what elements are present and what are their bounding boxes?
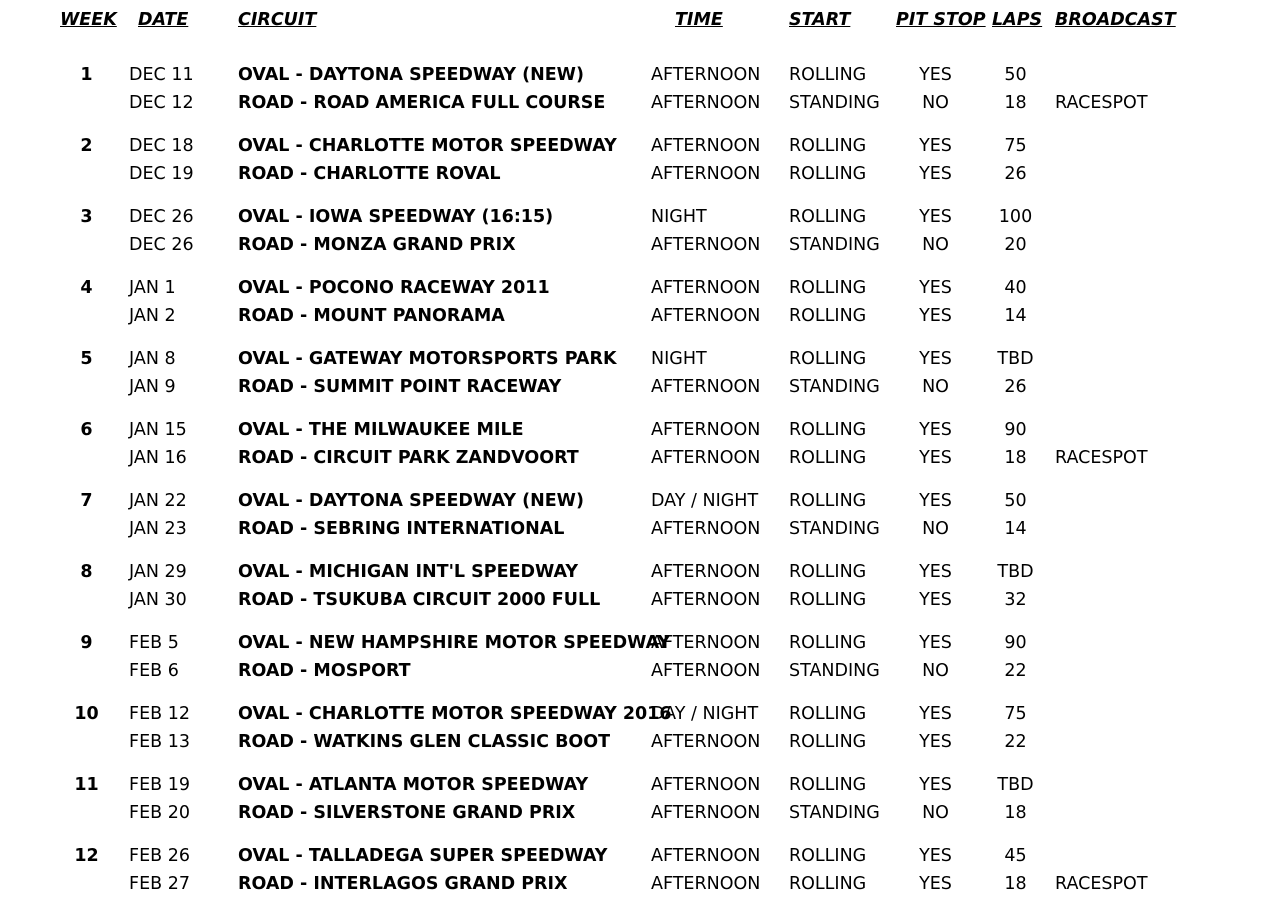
- time-cell: AFTERNOON: [651, 420, 761, 440]
- pit-stop-cell: NO: [922, 93, 949, 113]
- date-cell: JAN 30: [129, 590, 187, 610]
- pit-stop-cell: YES: [919, 278, 952, 298]
- pit-stop-cell: YES: [919, 633, 952, 653]
- week-number: 5: [80, 349, 93, 369]
- circuit-cell: ROAD - CIRCUIT PARK ZANDVOORT: [238, 448, 579, 468]
- circuit-cell: ROAD - TSUKUBA CIRCUIT 2000 FULL: [238, 590, 601, 610]
- laps-cell: TBD: [997, 775, 1034, 795]
- week-number: 10: [74, 704, 99, 724]
- laps-cell: 32: [1004, 590, 1027, 610]
- time-cell: AFTERNOON: [651, 377, 761, 397]
- start-cell: ROLLING: [789, 491, 867, 511]
- time-cell: AFTERNOON: [651, 732, 761, 752]
- circuit-cell: OVAL - NEW HAMPSHIRE MOTOR SPEEDWAY: [238, 633, 671, 653]
- date-cell: JAN 2: [129, 306, 176, 326]
- pit-stop-cell: NO: [922, 519, 949, 539]
- time-cell: NIGHT: [651, 349, 707, 369]
- start-cell: STANDING: [789, 377, 880, 397]
- laps-cell: TBD: [997, 349, 1034, 369]
- start-cell: ROLLING: [789, 278, 867, 298]
- laps-cell: 26: [1004, 164, 1027, 184]
- laps-cell: 18: [1004, 448, 1027, 468]
- start-cell: STANDING: [789, 235, 880, 255]
- circuit-cell: OVAL - CHARLOTTE MOTOR SPEEDWAY: [238, 136, 617, 156]
- time-cell: AFTERNOON: [651, 633, 761, 653]
- date-cell: DEC 12: [129, 93, 194, 113]
- circuit-cell: OVAL - CHARLOTTE MOTOR SPEEDWAY 2016: [238, 704, 672, 724]
- time-cell: AFTERNOON: [651, 136, 761, 156]
- laps-cell: 40: [1004, 278, 1027, 298]
- laps-cell: 22: [1004, 661, 1027, 681]
- time-cell: NIGHT: [651, 207, 707, 227]
- week-number: 4: [80, 278, 93, 298]
- week-number: 9: [80, 633, 93, 653]
- pit-stop-cell: YES: [919, 775, 952, 795]
- broadcast-cell: RACESPOT: [1055, 874, 1148, 894]
- circuit-cell: ROAD - INTERLAGOS GRAND PRIX: [238, 874, 568, 894]
- start-cell: ROLLING: [789, 562, 867, 582]
- laps-cell: 20: [1004, 235, 1027, 255]
- time-cell: AFTERNOON: [651, 562, 761, 582]
- start-cell: ROLLING: [789, 732, 867, 752]
- circuit-cell: ROAD - SILVERSTONE GRAND PRIX: [238, 803, 576, 823]
- circuit-cell: ROAD - ROAD AMERICA FULL COURSE: [238, 93, 606, 113]
- start-cell: ROLLING: [789, 874, 867, 894]
- laps-cell: 100: [998, 207, 1033, 227]
- date-cell: DEC 19: [129, 164, 194, 184]
- date-cell: FEB 26: [129, 846, 190, 866]
- start-cell: ROLLING: [789, 207, 867, 227]
- laps-cell: 90: [1004, 420, 1027, 440]
- pit-stop-cell: YES: [919, 846, 952, 866]
- laps-cell: 50: [1004, 65, 1027, 85]
- time-cell: AFTERNOON: [651, 93, 761, 113]
- header-week: WEEK: [60, 10, 117, 30]
- pit-stop-cell: YES: [919, 874, 952, 894]
- date-cell: JAN 22: [129, 491, 187, 511]
- pit-stop-cell: YES: [919, 164, 952, 184]
- circuit-cell: ROAD - SUMMIT POINT RACEWAY: [238, 377, 562, 397]
- date-cell: JAN 15: [129, 420, 187, 440]
- circuit-cell: ROAD - WATKINS GLEN CLASSIC BOOT: [238, 732, 611, 752]
- broadcast-cell: RACESPOT: [1055, 93, 1148, 113]
- week-number: 1: [80, 65, 93, 85]
- laps-cell: 14: [1004, 519, 1027, 539]
- broadcast-cell: RACESPOT: [1055, 448, 1148, 468]
- time-cell: DAY / NIGHT: [651, 704, 759, 724]
- pit-stop-cell: YES: [919, 491, 952, 511]
- time-cell: AFTERNOON: [651, 661, 761, 681]
- date-cell: DEC 26: [129, 235, 194, 255]
- date-cell: JAN 16: [129, 448, 187, 468]
- start-cell: ROLLING: [789, 704, 867, 724]
- circuit-cell: ROAD - CHARLOTTE ROVAL: [238, 164, 501, 184]
- laps-cell: 22: [1004, 732, 1027, 752]
- date-cell: DEC 26: [129, 207, 194, 227]
- date-cell: FEB 5: [129, 633, 179, 653]
- pit-stop-cell: NO: [922, 661, 949, 681]
- date-cell: FEB 13: [129, 732, 190, 752]
- date-cell: FEB 19: [129, 775, 190, 795]
- header-broadcast: BROADCAST: [1055, 10, 1176, 30]
- week-number: 12: [74, 846, 99, 866]
- time-cell: AFTERNOON: [651, 590, 761, 610]
- circuit-cell: OVAL - POCONO RACEWAY 2011: [238, 278, 550, 298]
- header-laps: LAPS: [992, 10, 1043, 30]
- date-cell: FEB 27: [129, 874, 190, 894]
- circuit-cell: ROAD - SEBRING INTERNATIONAL: [238, 519, 565, 539]
- date-cell: FEB 6: [129, 661, 179, 681]
- pit-stop-cell: YES: [919, 349, 952, 369]
- laps-cell: 18: [1004, 93, 1027, 113]
- circuit-cell: OVAL - IOWA SPEEDWAY (16:15): [238, 207, 554, 227]
- time-cell: AFTERNOON: [651, 874, 761, 894]
- week-number: 3: [80, 207, 93, 227]
- laps-cell: TBD: [997, 562, 1034, 582]
- laps-cell: 50: [1004, 491, 1027, 511]
- time-cell: AFTERNOON: [651, 278, 761, 298]
- pit-stop-cell: YES: [919, 562, 952, 582]
- start-cell: ROLLING: [789, 420, 867, 440]
- start-cell: STANDING: [789, 803, 880, 823]
- laps-cell: 45: [1004, 846, 1027, 866]
- week-number: 2: [80, 136, 93, 156]
- circuit-cell: OVAL - GATEWAY MOTORSPORTS PARK: [238, 349, 617, 369]
- date-cell: JAN 23: [129, 519, 187, 539]
- header-circuit: CIRCUIT: [238, 10, 317, 30]
- start-cell: ROLLING: [789, 775, 867, 795]
- circuit-cell: OVAL - TALLADEGA SUPER SPEEDWAY: [238, 846, 608, 866]
- time-cell: AFTERNOON: [651, 803, 761, 823]
- start-cell: ROLLING: [789, 349, 867, 369]
- laps-cell: 75: [1004, 136, 1027, 156]
- date-cell: DEC 11: [129, 65, 194, 85]
- header-date: DATE: [138, 10, 189, 30]
- pit-stop-cell: YES: [919, 207, 952, 227]
- week-number: 8: [80, 562, 93, 582]
- time-cell: AFTERNOON: [651, 65, 761, 85]
- pit-stop-cell: YES: [919, 448, 952, 468]
- week-number: 11: [74, 775, 99, 795]
- start-cell: ROLLING: [789, 164, 867, 184]
- start-cell: STANDING: [789, 661, 880, 681]
- pit-stop-cell: YES: [919, 136, 952, 156]
- start-cell: STANDING: [789, 93, 880, 113]
- start-cell: ROLLING: [789, 65, 867, 85]
- time-cell: AFTERNOON: [651, 448, 761, 468]
- date-cell: FEB 20: [129, 803, 190, 823]
- start-cell: ROLLING: [789, 136, 867, 156]
- time-cell: AFTERNOON: [651, 306, 761, 326]
- time-cell: DAY / NIGHT: [651, 491, 759, 511]
- pit-stop-cell: YES: [919, 306, 952, 326]
- laps-cell: 18: [1004, 803, 1027, 823]
- time-cell: AFTERNOON: [651, 775, 761, 795]
- start-cell: ROLLING: [789, 846, 867, 866]
- start-cell: ROLLING: [789, 633, 867, 653]
- week-number: 7: [80, 491, 93, 511]
- start-cell: ROLLING: [789, 448, 867, 468]
- date-cell: JAN 9: [129, 377, 176, 397]
- laps-cell: 75: [1004, 704, 1027, 724]
- pit-stop-cell: YES: [919, 65, 952, 85]
- circuit-cell: OVAL - DAYTONA SPEEDWAY (NEW): [238, 491, 584, 511]
- laps-cell: 18: [1004, 874, 1027, 894]
- start-cell: ROLLING: [789, 590, 867, 610]
- pit-stop-cell: NO: [922, 235, 949, 255]
- time-cell: AFTERNOON: [651, 235, 761, 255]
- week-number: 6: [80, 420, 93, 440]
- header-pit-stop: PIT STOP: [896, 10, 986, 30]
- time-cell: AFTERNOON: [651, 846, 761, 866]
- header-start: START: [789, 10, 851, 30]
- header-time: TIME: [675, 10, 723, 30]
- date-cell: JAN 1: [129, 278, 176, 298]
- pit-stop-cell: YES: [919, 420, 952, 440]
- circuit-cell: ROAD - MOSPORT: [238, 661, 411, 681]
- pit-stop-cell: NO: [922, 377, 949, 397]
- pit-stop-cell: YES: [919, 590, 952, 610]
- pit-stop-cell: YES: [919, 732, 952, 752]
- date-cell: JAN 8: [129, 349, 176, 369]
- start-cell: ROLLING: [789, 306, 867, 326]
- circuit-cell: OVAL - THE MILWAUKEE MILE: [238, 420, 524, 440]
- circuit-cell: OVAL - ATLANTA MOTOR SPEEDWAY: [238, 775, 589, 795]
- pit-stop-cell: NO: [922, 803, 949, 823]
- time-cell: AFTERNOON: [651, 519, 761, 539]
- circuit-cell: ROAD - MOUNT PANORAMA: [238, 306, 505, 326]
- start-cell: STANDING: [789, 519, 880, 539]
- date-cell: FEB 12: [129, 704, 190, 724]
- pit-stop-cell: YES: [919, 704, 952, 724]
- circuit-cell: ROAD - MONZA GRAND PRIX: [238, 235, 516, 255]
- date-cell: JAN 29: [129, 562, 187, 582]
- circuit-cell: OVAL - DAYTONA SPEEDWAY (NEW): [238, 65, 584, 85]
- circuit-cell: OVAL - MICHIGAN INT'L SPEEDWAY: [238, 562, 579, 582]
- date-cell: DEC 18: [129, 136, 194, 156]
- laps-cell: 26: [1004, 377, 1027, 397]
- laps-cell: 90: [1004, 633, 1027, 653]
- time-cell: AFTERNOON: [651, 164, 761, 184]
- laps-cell: 14: [1004, 306, 1027, 326]
